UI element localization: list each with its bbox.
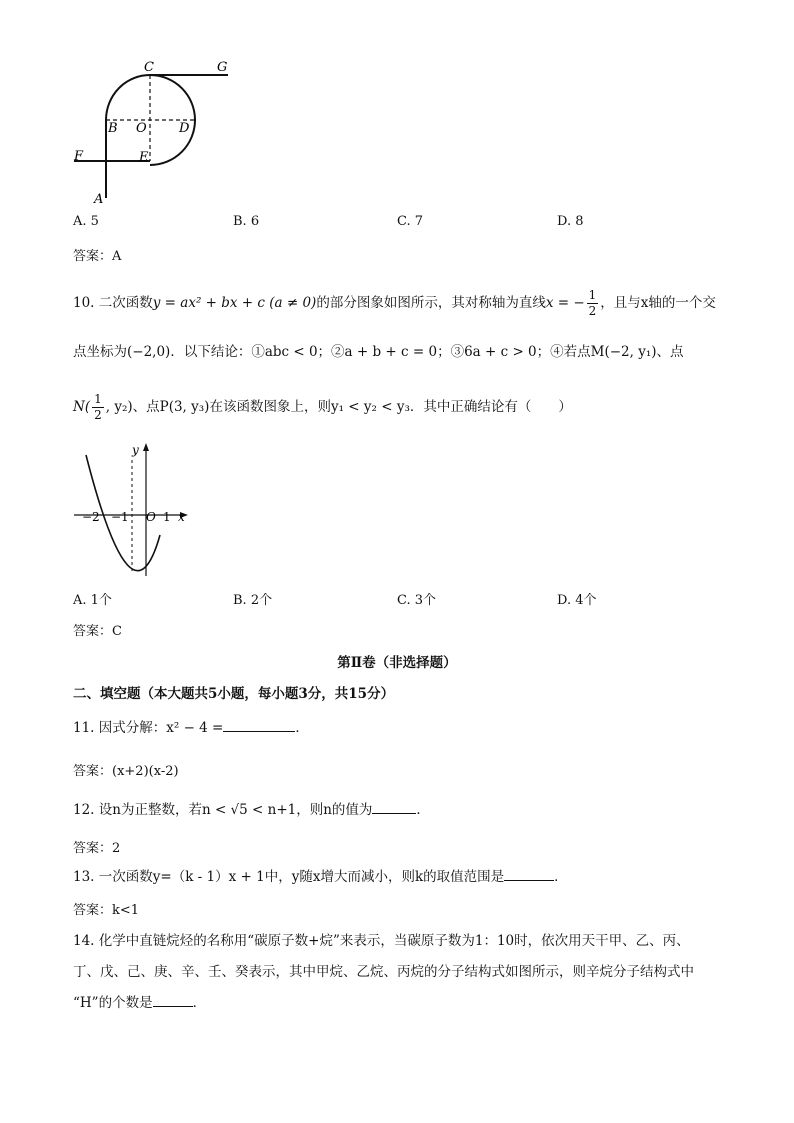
q13-question	[73, 867, 568, 887]
q13-text: 13. 一次函数y=（k - 1）x + 1中，y随x增大而减小，则k的取值范围是	[73, 869, 505, 885]
fill-blank-heading: 二、填空题（本大题共5小题，每小题3分，共15分）	[73, 686, 395, 702]
q10-n-den: 2	[94, 408, 102, 422]
q14-blank[interactable]	[153, 994, 193, 1007]
q11-blank[interactable]	[223, 719, 295, 732]
q11-end: ．	[295, 720, 309, 736]
section-title: 第Ⅱ卷（非选择题）	[337, 655, 457, 671]
q10-fraction	[587, 288, 599, 319]
q10-n-fraction	[92, 392, 104, 423]
q10-prefix: 10. 二次函数	[73, 295, 153, 311]
label-origin: O	[146, 510, 156, 524]
parabola-graph	[70, 440, 195, 580]
q11-text: 11. 因式分解：x² − 4 =	[73, 720, 224, 736]
q12-question	[73, 800, 430, 820]
q10-line3-post: , y₂)、点P(3, y₃)在该函数图象上，则y₁ < y₂ < y₃．其中正确结论有（ ）	[105, 399, 572, 415]
q11-question	[73, 718, 309, 738]
q14-line1: 14. 化学中直链烷烃的名称用“碳原子数+烷”来表示，当碳原子数为1：10时，依次用天干甲、乙、丙、	[73, 933, 690, 949]
q10-equation: y = ax² + bx + c (a ≠ 0)	[152, 295, 317, 311]
q10-answer: 答案：C	[73, 624, 122, 639]
label-o: O	[136, 121, 147, 136]
q10-axis: x = −	[545, 295, 585, 311]
label-minus2: −2	[82, 510, 100, 524]
label-b: B	[108, 121, 118, 136]
label-y: y	[132, 443, 139, 457]
q13-end: ．	[554, 869, 568, 885]
q10-post: ，且与x轴的一个交	[600, 295, 716, 311]
q10-option-b: B. 2个	[233, 593, 273, 608]
q14-line2: 丁、戊、己、庚、辛、壬、癸表示，其中甲烷、乙烷、丙烷的分子结构式如图所示，则辛烷分子结构式中	[73, 964, 694, 980]
q10-frac-den: 2	[588, 304, 597, 318]
label-x: x	[178, 510, 185, 524]
q14-line3-text: “H”的个数是	[73, 995, 153, 1011]
label-g: G	[217, 60, 228, 75]
q10-line3	[73, 392, 572, 423]
q11-answer: 答案：(x+2)(x-2)	[73, 764, 179, 779]
q10-option-a: A. 1个	[73, 593, 112, 608]
q9-option-b: B. 6	[233, 214, 260, 229]
q10-line1	[73, 288, 716, 319]
q10-n-prefix: N(	[73, 399, 91, 415]
q12-blank[interactable]	[372, 801, 416, 814]
q10-frac-num: 1	[588, 288, 597, 302]
label-minus1: −1	[111, 510, 129, 524]
q9-answer: 答案：A	[73, 249, 122, 264]
q13-blank[interactable]	[504, 868, 554, 881]
q10-mid: 的部分图象如图所示，其对称轴为直线	[316, 295, 546, 311]
label-e: E	[139, 150, 149, 165]
q14-line3	[73, 993, 206, 1013]
q9-option-c: C. 7	[397, 214, 424, 229]
q10-option-d: D. 4个	[557, 593, 597, 608]
q9-option-a: A. 5	[73, 214, 99, 229]
label-c: C	[144, 60, 154, 75]
q9-option-d: D. 8	[557, 214, 584, 229]
q10-line2: 点坐标为(−2,0)．以下结论：①abc < 0；②a + b + c = 0；③6a + c > 0；④若点M(−2, y₁)、点	[73, 344, 684, 360]
q14-end: ．	[192, 995, 207, 1011]
q13-answer: 答案：k<1	[73, 903, 140, 918]
label-a: A	[94, 192, 104, 205]
label-plus1: 1	[163, 510, 171, 524]
q12-end: ．	[416, 802, 430, 818]
label-f: F	[74, 149, 84, 164]
q12-answer: 答案：2	[73, 841, 121, 856]
q10-n-num: 1	[94, 392, 102, 406]
q12-text: 12. 设n为正整数，若n < √5 < n+1，则n的值为	[73, 802, 373, 818]
y-axis-arrow	[143, 443, 149, 451]
q10-option-c: C. 3个	[397, 593, 437, 608]
left-arc	[106, 75, 150, 120]
label-d: D	[179, 121, 190, 136]
geometry-figure	[60, 55, 250, 205]
